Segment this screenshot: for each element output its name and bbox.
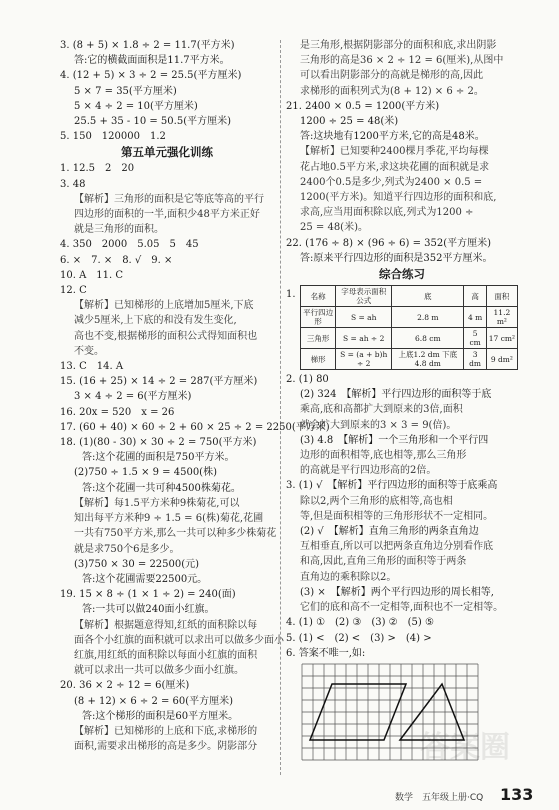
right_bottom-line: (3) 4.8 【解析】一个三角形和一个平行四 xyxy=(300,434,489,446)
left-line: 不变。 xyxy=(74,345,104,357)
left-line: 答:这个花圃的面积是750平方米。 xyxy=(82,452,235,464)
left-line: 【解析】三角形的面积是它等底等高的平行 xyxy=(74,193,264,205)
right_bottom-line: 就会扩大到原来的3 × 3 = 9(倍)。 xyxy=(300,419,457,431)
right_top-line: 三角形的高是36 × 2 ÷ 12 = 6(厘米),从图中 xyxy=(300,55,504,67)
left-line: 就可以求出一共可以做多少面小红旗。 xyxy=(74,665,244,677)
table-cell: 9 dm² xyxy=(486,349,517,370)
left-line: 15. (16 + 25) × 14 ÷ 2 = 287(平方厘米) xyxy=(60,376,258,388)
left-line: 5. 150 120000 1.2 xyxy=(60,131,166,143)
table-cell: 6.8 cm xyxy=(392,328,464,349)
right_bottom-line: 和高,因此,直角三角形的面积等于两条 xyxy=(300,556,467,568)
right_bottom-line: 边形的面积相等,底也相等,那么三角形 xyxy=(300,450,467,462)
left-line: 答:这个花圃一共可种4500株菊花。 xyxy=(82,482,241,494)
left-line: 就是求750个6是多少。 xyxy=(74,543,180,555)
table-cell: 平行四边形 xyxy=(301,307,336,328)
left-line: 5 × 4 ÷ 2 = 10(平方厘米) xyxy=(74,100,198,112)
table-header-cell: 字母表示面积公式 xyxy=(336,286,392,307)
watermark-logo: 答案圈 xyxy=(420,730,510,765)
left-line: 面积,需要求出梯形的高是多少。阴影部分 xyxy=(74,741,258,753)
right_bottom-line: 互相垂直,所以可以把两条直角边分别看作底 xyxy=(300,541,494,553)
table-cell: S = ah xyxy=(336,307,392,328)
table-cell: S = ah ÷ 2 xyxy=(336,328,392,349)
left-line: 减少5厘米,上下底的和没有发生变化, xyxy=(74,315,237,327)
left-line: 4. (12 + 5) × 3 ÷ 2 = 25.5(平方厘米) xyxy=(60,70,242,82)
left-line: 3. 48 xyxy=(60,178,86,190)
right_top-line: 综合练习 xyxy=(379,267,425,282)
left-line: (3)750 × 30 = 22500(元) xyxy=(74,558,200,570)
right_top-line: 求高,应当用面积除以底,列式为1200 ÷ xyxy=(300,207,474,219)
right_top-line: 22. (176 ÷ 8) × (96 ÷ 6) = 352(平方厘米) xyxy=(286,237,492,249)
table-header-cell: 高 xyxy=(464,286,486,307)
table-cell: 梯形 xyxy=(301,349,336,370)
left-line: 4. 350 2000 5.05 5 45 xyxy=(60,239,199,251)
right_top-line: 1200(平方米)。知道平行四边形的面积和底, xyxy=(300,192,497,204)
left-line: 答:这个梯形的面积是60平方厘米。 xyxy=(82,710,239,722)
right_bottom-line: 4. (1) ① (2) ③ (3) ② (5) ⑤ xyxy=(286,617,434,629)
right_top-line: 答:这块地有1200平方米,它的高是48米。 xyxy=(300,131,485,143)
table-cell: 上底1.2 dm 下底4.8 dm xyxy=(392,349,464,370)
left-line: 1. 12.5 2 20 xyxy=(60,163,135,175)
table-cell: 17 cm² xyxy=(486,328,517,349)
footer-label: 数学 五年级上册·CQ xyxy=(395,793,484,803)
right_bottom-line: (3) × 【解析】两个平行四边形的周长相等, xyxy=(300,586,494,598)
right_bottom-line: 3. (1) √ 【解析】平行四边形的面积等于底乘高 xyxy=(286,480,498,492)
right_bottom-line: (2) √ 【解析】直角三角形的两条直角边 xyxy=(300,526,479,538)
table-header-cell: 面积 xyxy=(486,286,517,307)
table-cell: 4 m xyxy=(464,307,486,328)
right_bottom-line: 6. 答案不唯一,如: xyxy=(286,647,366,659)
column-divider xyxy=(280,40,282,775)
table-question-number: 1. xyxy=(286,289,296,301)
right_top-line: 25 = 48(米)。 xyxy=(300,222,368,234)
right_top-line: 求梯形的面积列式为(8 + 12) × 6 ÷ 2。 xyxy=(300,85,484,97)
right_top-line: 可以看出阴影部分的高就是梯形的高,因此 xyxy=(300,70,484,82)
left-line: 12. C xyxy=(60,285,87,297)
right_top-line: 2400个0.5是多少,列式为2400 × 0.5 = xyxy=(300,176,483,188)
left-line: 第五单元强化训练 xyxy=(121,145,213,160)
left-line: 【解析】已知梯形的上底增加5厘米,下底 xyxy=(74,300,254,312)
left-line: 一共有750平方米,那么一共可以种多少株菊花 xyxy=(74,528,277,540)
left-line: 【解析】每1.5平方米种9株菊花,可以 xyxy=(74,497,240,509)
left-line: 16. 20x = 520 x = 26 xyxy=(60,406,175,418)
page-number: 133 xyxy=(500,785,534,804)
left-line: 25.5 + 35 - 10 = 50.5(平方厘米) xyxy=(74,116,231,128)
table-cell: S = (a + b)h ÷ 2 xyxy=(336,349,392,370)
right_top-line: 1200 ÷ 25 = 48(米) xyxy=(300,116,399,128)
left-line: 知出每平方米种9 ÷ 1.5 = 6(株)菊花,花圃 xyxy=(74,513,264,525)
left-line: 6. × 7. × 8. √ 9. × xyxy=(60,254,173,266)
right-top-block xyxy=(286,38,518,283)
left-line: 就是三角形的面积。 xyxy=(74,224,164,236)
left-line: 答:它的横截面面积是11.7平方米。 xyxy=(74,55,230,67)
right_bottom-line: 它们的底和高不一定相等,面积也不一定相等。 xyxy=(300,602,504,614)
right_top-line: 【解析】已知要种2400棵月季花,平均每棵 xyxy=(300,146,489,158)
right-column xyxy=(286,38,518,765)
left-line: 红旗,用红纸的面积除以每面小红旗的面积 xyxy=(74,649,258,661)
left-line: 四边形的面积的一半,面积少48平方米正好 xyxy=(74,209,260,221)
area-formula-table xyxy=(300,285,518,370)
right_top-line: 答:原来平行四边形的面积是352平方厘米。 xyxy=(300,252,493,264)
right_top-line: 花占地0.5平方米,求这块花圃的面积就是求 xyxy=(300,161,490,173)
table-block xyxy=(286,285,518,370)
table-cell: 11.2 m² xyxy=(486,307,517,328)
right_bottom-line: 等,但是面积相等的三角形形状不一定相同。 xyxy=(300,510,494,522)
right_bottom-line: 2. (1) 80 xyxy=(286,374,329,386)
left-line: (8 + 12) × 6 ÷ 2 = 60(平方厘米) xyxy=(74,695,234,707)
right-bottom-block xyxy=(286,372,518,661)
left-line: 答:这个花圃需要22500元。 xyxy=(82,573,208,585)
table-header-cell: 底 xyxy=(392,286,464,307)
right_top-line: 是三角形,根据阴影部分的面积和底,求出阴影 xyxy=(300,40,497,51)
left-line: 【解析】已知梯形的上底和下底,求梯形的 xyxy=(74,725,258,737)
table-cell: 3 dm xyxy=(464,349,486,370)
table-row xyxy=(301,349,518,370)
right_top-line: 21. 2400 × 0.5 = 1200(平方米) xyxy=(286,100,440,112)
table-cell: 5 cm xyxy=(464,328,486,349)
right_bottom-line: 直角边的乘积除以2。 xyxy=(300,571,397,583)
left-line: 3 × 4 ÷ 2 = 6(平方厘米) xyxy=(74,391,192,403)
table-cell: 2.8 m xyxy=(392,307,464,328)
left-line: 18. (1)(80 - 30) × 30 ÷ 2 = 750(平方米) xyxy=(60,437,257,449)
left-line: 面各个小红旗的面积就可以求出可以做多少面小 xyxy=(74,634,284,646)
left-line: 17. (60 + 40) × 60 ÷ 2 + 60 × 25 ÷ 2 = 2250(平方米) xyxy=(60,421,330,433)
table-row xyxy=(301,307,518,328)
left-line: 20. 36 × 2 ÷ 12 = 6(厘米) xyxy=(60,680,190,692)
left-line: 13. C 14. A xyxy=(60,361,124,373)
left-line: 3. (8 + 5) × 1.8 ÷ 2 = 11.7(平方米) xyxy=(60,40,235,51)
left-line: (2)750 ÷ 1.5 × 9 = 4500(株) xyxy=(74,467,217,479)
left-line: 【解析】根据题意得知,红纸的面积除以每 xyxy=(74,619,258,631)
right_bottom-line: (2) 324 【解析】平行四边形的面积等于底 xyxy=(300,389,492,401)
left-line: 10. A 11. C xyxy=(60,269,124,281)
left-line: 高也不变,根据梯形的面积公式得知面积也 xyxy=(74,330,258,342)
left-line: 19. 15 × 8 ÷ (1 × 1 ÷ 2) = 240(面) xyxy=(60,589,236,601)
table-cell: 三角形 xyxy=(301,328,336,349)
right_bottom-line: 除以2,两个三角形的底相等,高也相 xyxy=(300,495,453,507)
table-row xyxy=(301,328,518,349)
right_bottom-line: 乘高,底和高都扩大到原来的3倍,面积 xyxy=(300,404,463,416)
right_bottom-line: 的高就是平行四边形高的2倍。 xyxy=(300,465,437,477)
left-line: 5 × 7 = 35(平方厘米) xyxy=(74,85,177,97)
left-line: 答:一共可以做240面小红旗。 xyxy=(82,604,215,616)
table-header-cell: 名称 xyxy=(301,286,336,307)
right_bottom-line: 5. (1) < (2) < (3) > (4) > xyxy=(286,632,432,644)
